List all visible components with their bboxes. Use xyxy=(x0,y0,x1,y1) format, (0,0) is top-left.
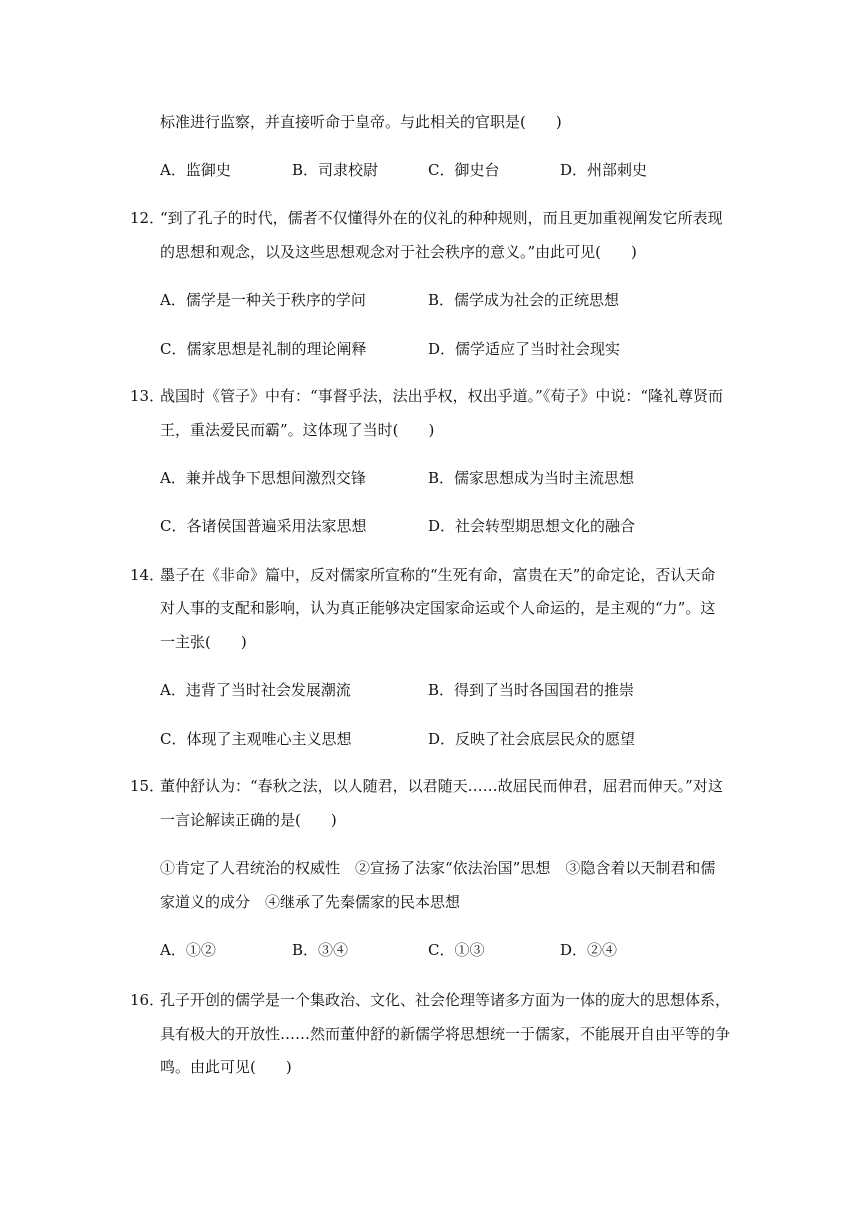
question-13-stem-line: 王，重法爱民而霸”。这体现了当时( ) xyxy=(160,421,435,439)
question-14-stem-line: 墨子在《非命》篇中，反对儒家所宣称的“生死有命，富贵在天”的命定论，否认天命 xyxy=(160,566,716,584)
question-13-stem-line: 战国时《管子》中有：“事督乎法，法出乎权，权出乎道。”《荀子》中说：“隆礼尊贤而 xyxy=(160,387,724,405)
question-12-option-c: C．儒家思想是礼制的理论阐释 xyxy=(160,340,367,358)
question-16-stem-line: 孔子开创的儒学是一个集政治、文化、社会伦理等诸多方面为一体的庞大的思想体系， xyxy=(160,991,731,1009)
question-12-option-d: D．儒学适应了当时社会现实 xyxy=(428,340,621,358)
question-11-option-b: B．司隶校尉 xyxy=(292,161,379,179)
question-number: 13． xyxy=(130,387,165,405)
question-12-option-a: A．儒学是一种关于秩序的学问 xyxy=(160,291,366,309)
question-13-option-d: D．社会转型期思想文化的融合 xyxy=(428,517,636,535)
question-16-stem-line: 鸣。由此可见( ) xyxy=(160,1058,292,1076)
question-15-statement-line: 家道义的成分 ④继承了先秦儒家的民本思想 xyxy=(160,893,461,911)
question-11-stem-line: 标准进行监察，并直接听命于皇帝。与此相关的官职是( ) xyxy=(160,113,562,131)
question-15-statement-line: ①肯定了人君统治的权威性 ②宣扬了法家“依法治国”思想 ③隐含着以天制君和儒 xyxy=(160,859,716,877)
question-13-option-c: C．各诸侯国普遍采用法家思想 xyxy=(160,517,367,535)
question-15-option-c: C．①③ xyxy=(428,941,485,959)
question-14-option-b: B．得到了当时各国国君的推崇 xyxy=(428,681,635,699)
question-14-option-c: C．体现了主观唯心主义思想 xyxy=(160,730,352,748)
question-15-option-d: D．②④ xyxy=(560,941,618,959)
question-11-option-a: A．监御史 xyxy=(160,161,231,179)
question-13-option-a: A．兼并战争下思想间激烈交锋 xyxy=(160,469,366,487)
question-number: 16． xyxy=(130,991,165,1009)
question-16-stem-line: 具有极大的开放性……然而董仲舒的新儒学将思想统一于儒家，不能展开自由平等的争 xyxy=(160,1025,731,1043)
question-11-option-c: C．御史台 xyxy=(428,161,500,179)
question-15-stem-line: 一言论解读正确的是( ) xyxy=(160,811,337,829)
question-14-stem-line: 一主张( ) xyxy=(160,633,247,651)
question-11-option-d: D．州部刺史 xyxy=(560,161,648,179)
question-number: 15． xyxy=(130,777,165,795)
question-15-option-b: B．③④ xyxy=(292,941,349,959)
question-14-stem-line: 对人事的支配和影响，认为真正能够决定国家命运或个人命运的，是主观的“力”。这 xyxy=(160,599,716,617)
question-14-option-a: A．违背了当时社会发展潮流 xyxy=(160,681,351,699)
question-number: 14． xyxy=(130,566,165,584)
question-15-option-a: A．①② xyxy=(160,941,216,959)
question-number: 12． xyxy=(130,209,165,227)
question-12-stem-line: 的思想和观念，以及这些思想观念对于社会秩序的意义。”由此可见( ) xyxy=(160,243,637,261)
question-12-stem-line: “到了孔子的时代，儒者不仅懂得外在的仪礼的种种规则，而且更加重视阐发它所表现 xyxy=(160,209,723,227)
question-15-stem-line: 董仲舒认为：“春秋之法，以人随君，以君随天……故屈民而伸君，屈君而伸天。”对这 xyxy=(160,777,723,795)
question-13-option-b: B．儒家思想成为当时主流思想 xyxy=(428,469,635,487)
question-14-option-d: D．反映了社会底层民众的愿望 xyxy=(428,730,636,748)
question-12-option-b: B．儒学成为社会的正统思想 xyxy=(428,291,620,309)
